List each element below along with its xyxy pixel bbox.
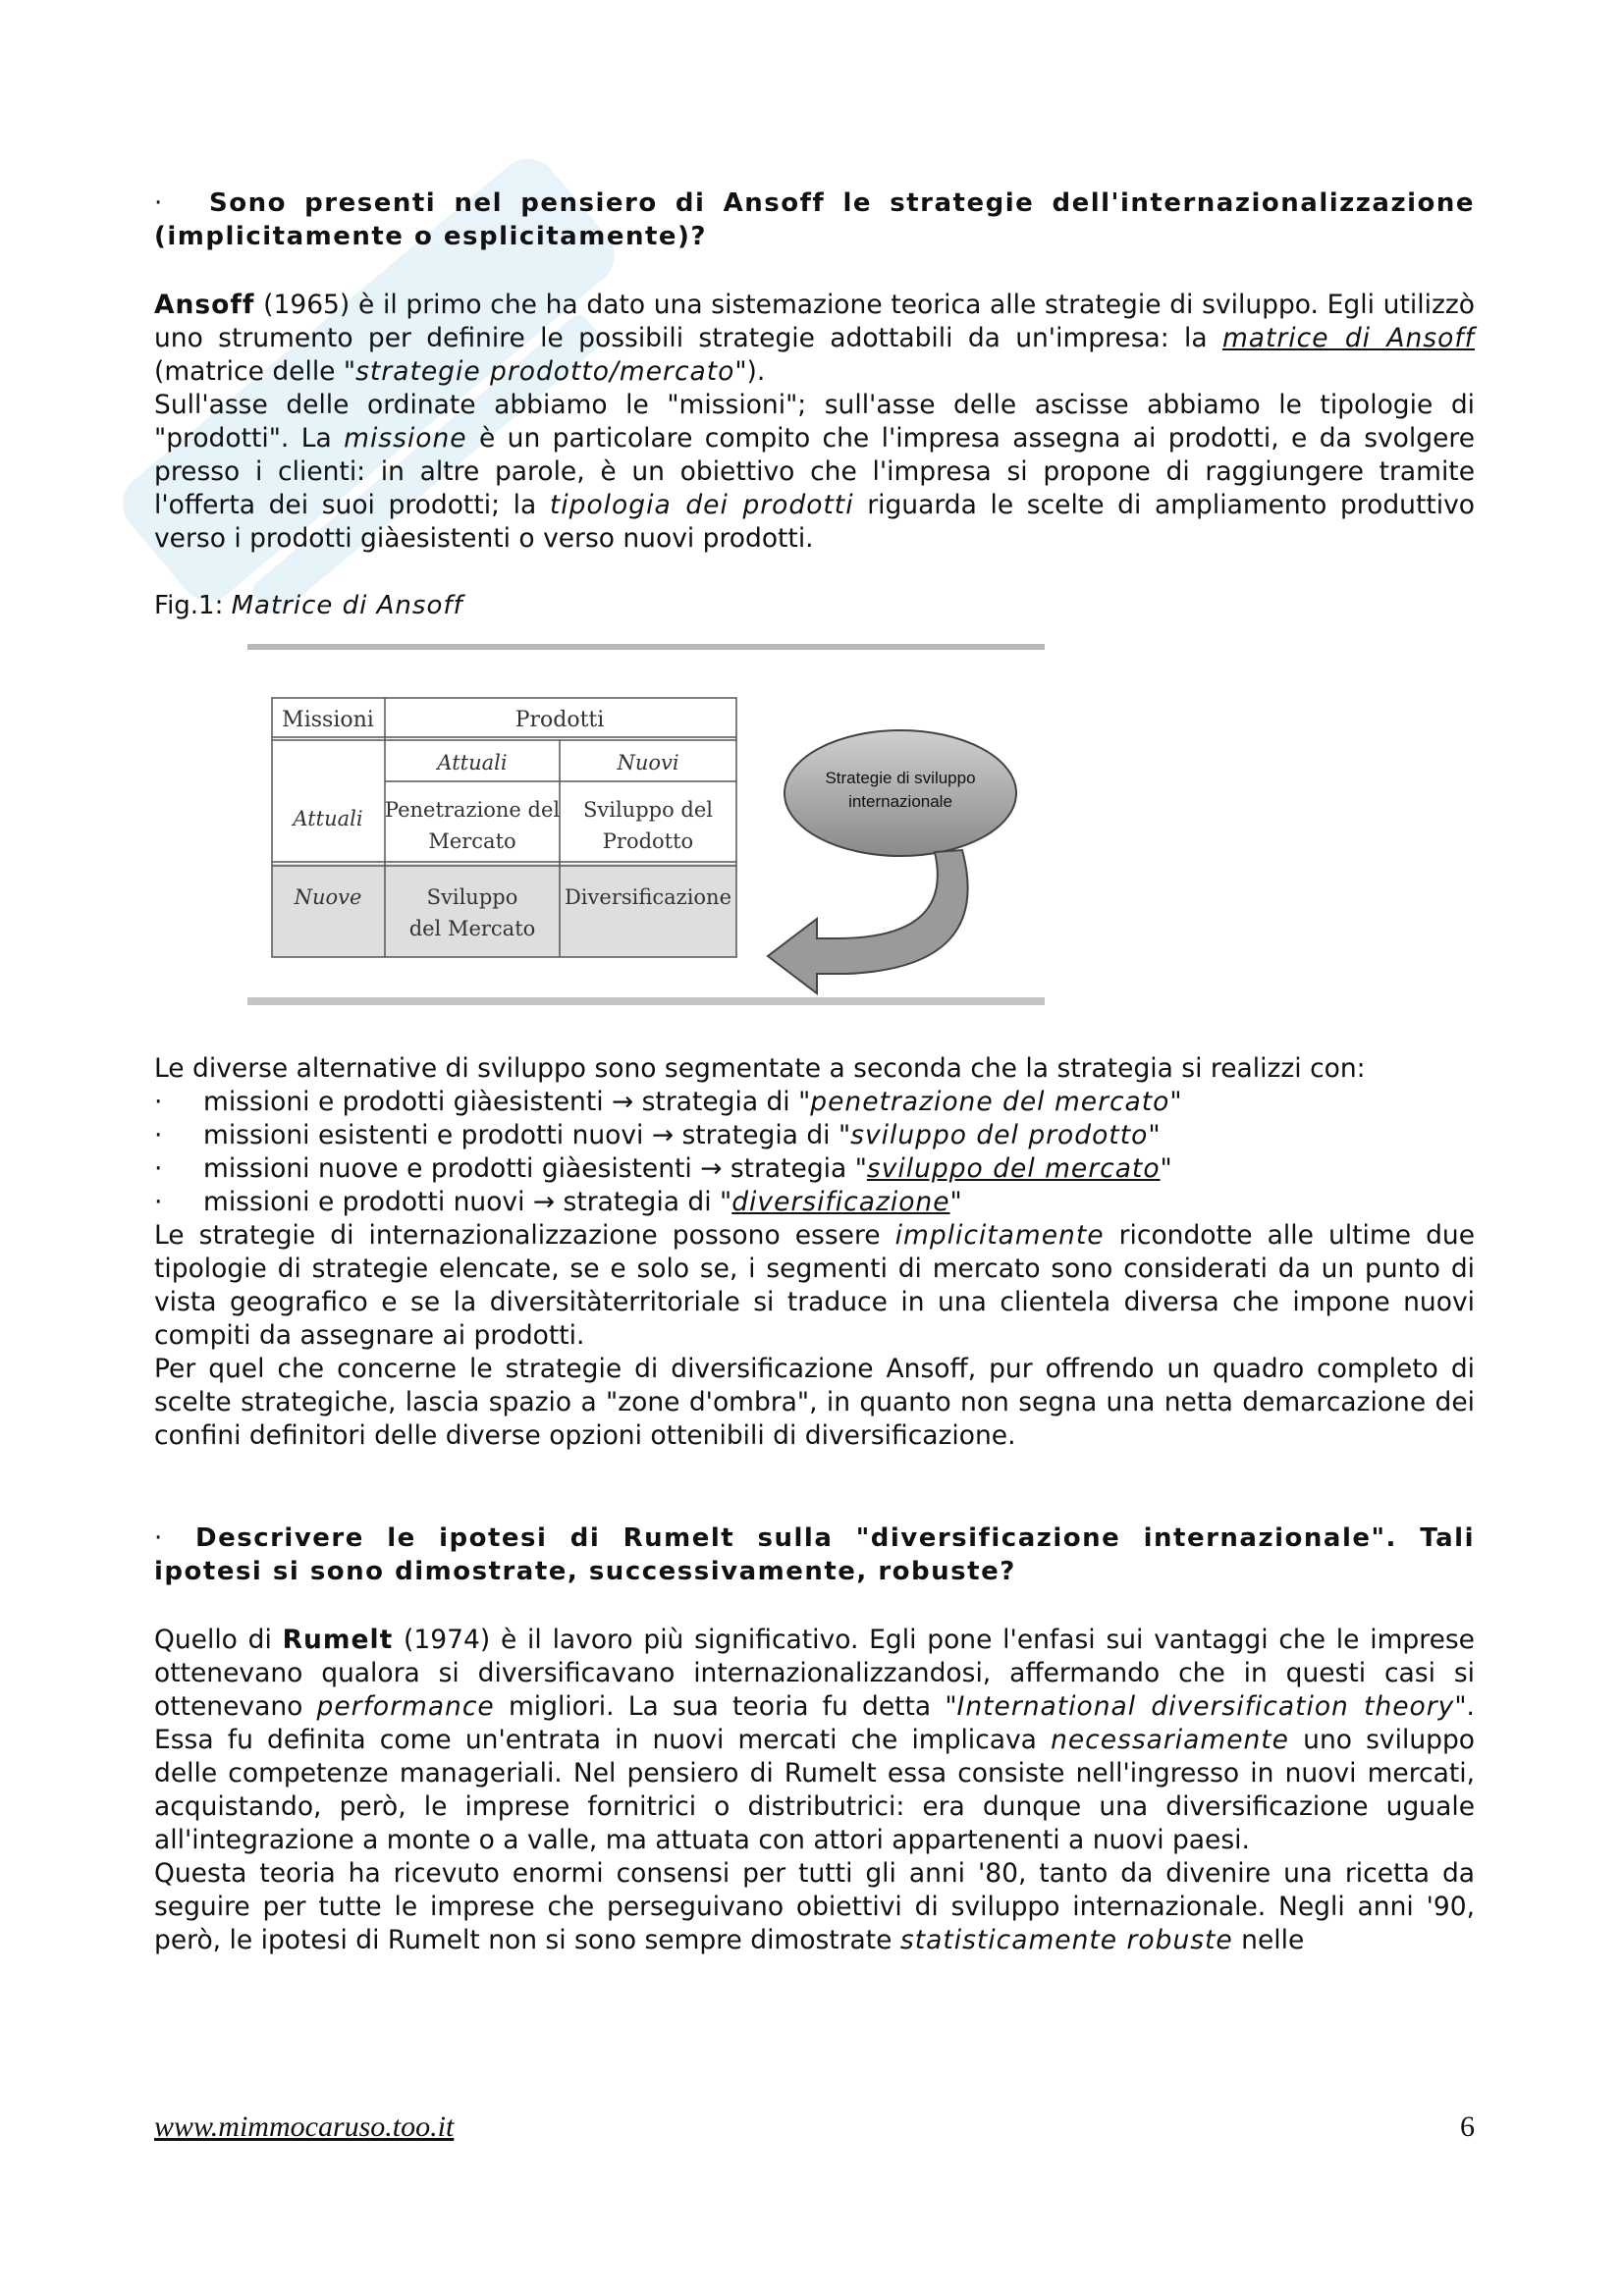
italic-run: statisticamente robuste: [899, 1925, 1233, 1955]
caption-label: Fig.1:: [154, 591, 232, 620]
text-run: Quello di: [154, 1625, 283, 1655]
bullet-icon: ·: [154, 1153, 163, 1184]
label-attuali-row: Attuali: [293, 807, 363, 830]
text-run: è un particolare compito che l'impresa assegna ai prodotti, e da svolgere presso i clienti: in altre parole, è un obiettivo che l'impresa si propone di raggiungere tramite l'offerta dei suoi prodotti; la: [154, 423, 1475, 520]
italic-run: missione: [344, 423, 467, 454]
paragraph-rumelt-consensus: [154, 1857, 1475, 1957]
oval-text-1: Strategie di sviluppo: [825, 769, 976, 787]
label-nuovi-col: Nuovi: [617, 751, 679, 774]
question-heading-ansoff: [154, 187, 1475, 253]
footer-url-link[interactable]: www.mimmocaruso.too.it: [154, 2110, 455, 2143]
cell-sviluppo-prodotto-1: Sviluppo del: [583, 798, 713, 822]
italic-run: penetrazione del mercato: [810, 1087, 1170, 1117]
label-prodotti: Prodotti: [514, 708, 605, 732]
cell-penetrazione-2: Mercato: [428, 829, 516, 853]
cell-diversificazione: Diversificazione: [564, 885, 732, 909]
author-name: Rumelt: [282, 1625, 394, 1655]
italic-run: performance: [316, 1691, 495, 1722]
text-run: riguarda le scelte di ampliamento produttivo verso i prodotti giàesistenti o verso nuovi prodotti.: [154, 490, 1475, 554]
curved-arrow-icon: [768, 850, 968, 993]
caption-title: Matrice di Ansoff: [231, 591, 463, 620]
cell-sviluppo-prodotto-2: Prodotto: [602, 829, 694, 853]
text-run: missioni e prodotti giàesistenti → strategia di ": [203, 1087, 811, 1117]
text-run: (1974) è il lavoro più significativo. Egli pone l'enfasi sui vantaggi che le imprese ottenevano qualora si diversificavano internazionalizzandosi, affermando che in questi casi si ottenevano: [154, 1625, 1475, 1722]
scan-border-top: [247, 644, 1045, 650]
figure-caption: [154, 589, 1475, 622]
cell-sviluppo-mercato-1: Sviluppo: [426, 885, 518, 909]
text-run: ": [1160, 1153, 1172, 1184]
scan-border-bottom: [247, 997, 1045, 1005]
bullet-icon: ·: [154, 1187, 163, 1217]
text-run: missioni esistenti e prodotti nuovi → strategia di ": [203, 1120, 851, 1150]
list-item: [154, 1119, 1475, 1152]
text-run: Le strategie di internazionalizzazione possono essere: [154, 1220, 895, 1251]
cell-penetrazione-1: Penetrazione del: [384, 798, 561, 822]
paragraph-rumelt: [154, 1624, 1475, 1857]
text-run: (matrice delle ": [154, 356, 356, 387]
italic-run: International diversification theory: [956, 1691, 1455, 1722]
italic-run: implicitamente: [894, 1220, 1105, 1251]
list-item: [154, 1152, 1475, 1186]
page-number: 6: [1460, 2110, 1475, 2143]
label-nuove-row: Nuove: [294, 885, 362, 909]
italic-run: strategie prodotto/mercato: [355, 356, 735, 387]
cell-sviluppo-mercato-2: del Mercato: [408, 917, 536, 940]
ansoff-matrix-figure: [247, 644, 1053, 1017]
text-run: ": [1169, 1087, 1182, 1117]
strategy-list: [154, 1086, 1475, 1219]
question-heading-rumelt: [154, 1522, 1475, 1588]
text-run: ": [949, 1187, 962, 1217]
paragraph-ansoff-intro: [154, 289, 1475, 389]
label-missioni: Missioni: [282, 708, 374, 732]
bullet-icon: ·: [154, 1120, 163, 1150]
text-run: missioni nuove e prodotti giàesistenti → strategia ": [203, 1153, 867, 1184]
document-page: [154, 187, 1475, 1957]
italic-run: tipologia dei prodotti: [549, 490, 854, 520]
italic-run: sviluppo del prodotto: [850, 1120, 1149, 1150]
paragraph-axes: [154, 389, 1475, 556]
label-attuali-col: Attuali: [437, 751, 508, 774]
question-text: Sono presenti nel pensiero di Ansoff le strategie dell'internazionalizzazione (implicitamente o esplicitamente)?: [154, 188, 1475, 251]
text-run: (1965) è il primo che ha dato una sistemazione teorica alle strategie di sviluppo. Egli utilizzò uno strumento per definire le possibili strategie adottabili da un'impresa: la: [154, 290, 1475, 353]
paragraph-alternatives: Le diverse alternative di sviluppo sono segmentate a seconda che la strategia si realizzi con:: [154, 1053, 1366, 1084]
text-run: migliori. La sua teoria fu detta ": [494, 1691, 957, 1722]
bullet-icon: ·: [154, 1523, 164, 1553]
paragraph-diversification: Per quel che concerne le strategie di diversificazione Ansoff, pur offrendo un quadro completo di scelte strategiche, lascia spazio a "zone d'ombra", in quanto non segna una netta demarcazione dei confini definitori delle diverse opzioni ottenibili di diversificazione.: [154, 1354, 1475, 1451]
text-run: Sull'asse delle ordinate abbiamo le "missioni"; sull'asse delle ascisse abbiamo le tipologie di "prodotti". La: [154, 390, 1475, 454]
text-run: ": [1148, 1120, 1161, 1150]
italic-run: necessariamente: [1051, 1725, 1289, 1755]
text-run: ". Essa fu definita come un'entrata in nuovi mercati che implicava: [154, 1691, 1475, 1755]
bullet-icon: ·: [154, 1087, 163, 1117]
strategy-oval: [784, 730, 1016, 856]
text-run: nelle: [1232, 1925, 1305, 1955]
paragraph-internationalization: [154, 1219, 1475, 1353]
text-run: ").: [734, 356, 766, 387]
text-run: ricondotte alle ultime due tipologie di strategie elencate, se e solo se, i segmenti di mercato sono considerati da un punto di vista geografico e se la diversitàterritoriale si traduce in una clientela diversa che impone nuovi compiti da assegnare ai prodotti.: [154, 1220, 1476, 1351]
text-run: missioni e prodotti nuovi → strategia di ": [203, 1187, 732, 1217]
bullet-icon: ·: [154, 188, 164, 218]
page-footer: [154, 2110, 1475, 2144]
list-item: [154, 1186, 1475, 1219]
matrix-link[interactable]: matrice di Ansoff: [1221, 323, 1475, 353]
question-text: Descrivere le ipotesi di Rumelt sulla "diversificazione internazionale". Tali ipotesi si sono dimostrate, successivamente, robuste?: [154, 1523, 1475, 1586]
list-item: [154, 1086, 1475, 1119]
oval-text-2: internazionale: [848, 792, 952, 811]
text-run: uno sviluppo delle competenze manageriali. Nel pensiero di Rumelt essa consiste nell'ingresso in nuovi mercati, acquistando, però, le imprese fornitrici o distributrici: era dunque una diversificazione uguale all'integrazione a monte o a valle, ma attuata con attori appartenenti a nuovi paesi.: [154, 1725, 1475, 1855]
text-run: Questa teoria ha ricevuto enormi consensi per tutti gli anni '80, tanto da divenire una ricetta da seguire per tutte le imprese che perseguivano obiettivi di sviluppo internazionale. Negli anni '90, però, le ipotesi di Rumelt non si sono sempre dimostrate: [154, 1858, 1475, 1955]
italic-link[interactable]: diversificazione: [731, 1187, 950, 1217]
author-name: Ansoff: [154, 290, 255, 320]
italic-link[interactable]: sviluppo del mercato: [866, 1153, 1161, 1184]
